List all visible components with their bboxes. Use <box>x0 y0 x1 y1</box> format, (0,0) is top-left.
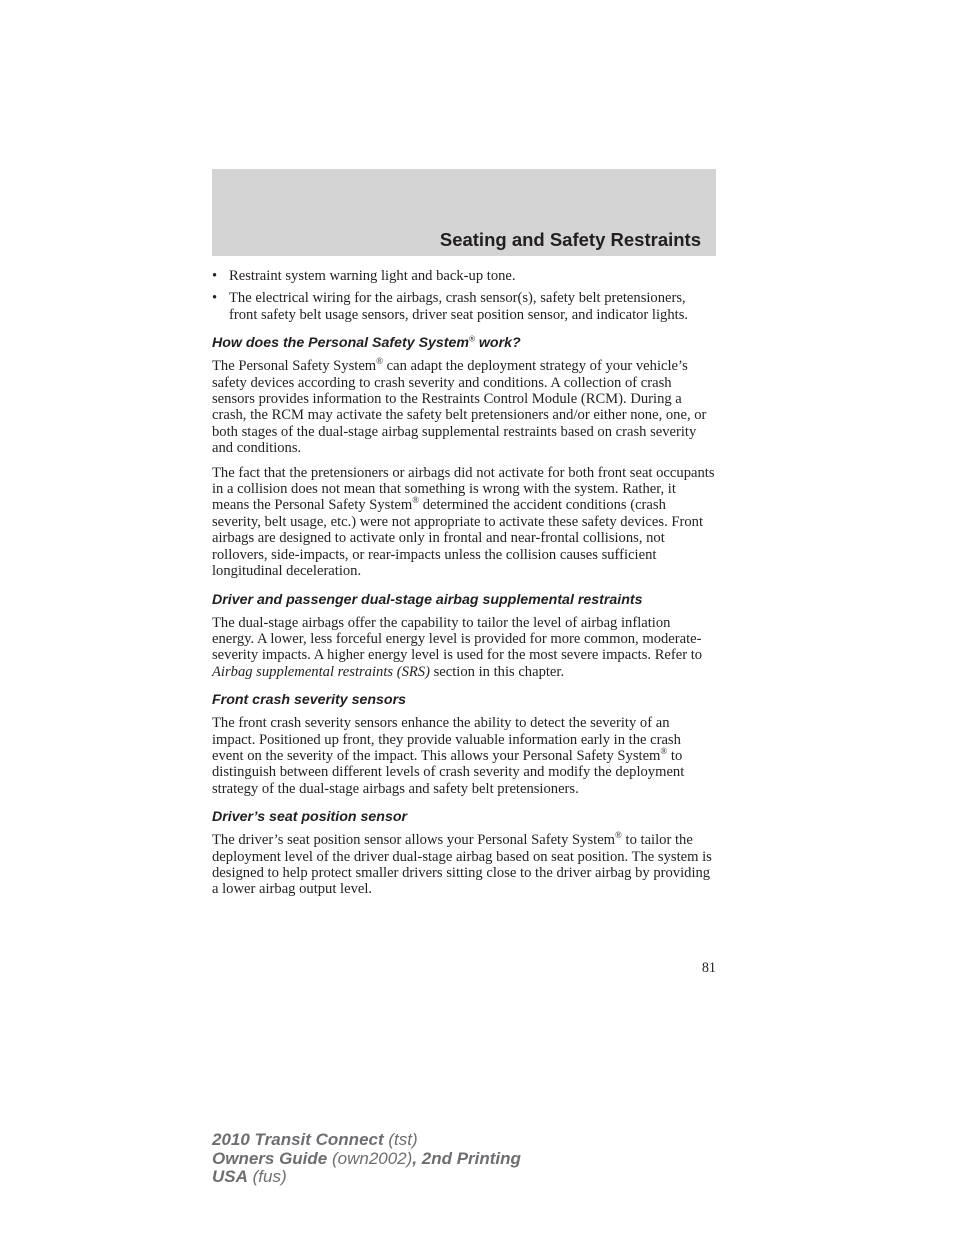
list-item: • Restraint system warning light and back-up tone. <box>212 268 516 284</box>
heading-personal-safety-system: How does the Personal Safety System® work? <box>212 334 521 352</box>
section-title: Seating and Safety Restraints <box>439 229 701 250</box>
heading-dual-stage-airbags: Driver and passenger dual-stage airbag supplemental restraints <box>212 591 643 608</box>
paragraph: The Personal Safety System® can adapt the deployment strategy of your vehicle’s safety devices according to crash severity and conditions. A collection of crash sensors provides information to the Restraints Control Module (RCM). During a crash, the RCM may activate the safety belt pretensioners and/or either none, one, or both stages of the dual-stage airbag supplemental restraints based on crash severity and conditions. <box>212 356 707 457</box>
heading-front-crash-sensors: Front crash severity sensors <box>212 692 406 709</box>
cross-reference: Airbag supplemental restraints (SRS) <box>212 663 430 680</box>
paragraph: The dual-stage airbags offer the capability to tailor the level of airbag inflation energy. A lower, less forceful energy level is provided for more common, moderate-severity impacts. A higher energy level is used for the most severe impacts. Refer to Airbag supplemental restraints (SRS) section in this chapter. <box>212 614 703 680</box>
footer-line: USA (fus) <box>212 1167 287 1186</box>
paragraph: The front crash severity sensors enhance the ability to detect the severity of an impact. Positioned up front, they provide valuable information early in the crash event on the severity of the impact. This allows your Personal Safety System® to distinguish between different levels of crash severity and modify the deployment strategy of the dual-stage airbags and safety belt pretensioners. <box>212 715 685 797</box>
bullet-list <box>212 268 716 323</box>
document-footer <box>212 1131 521 1187</box>
footer-line: Owners Guide (own2002), 2nd Printing <box>212 1148 521 1168</box>
page-number: 81 <box>701 960 716 976</box>
section-header-band <box>212 169 716 256</box>
heading-seat-position-sensor: Driver’s seat position sensor <box>212 809 408 826</box>
paragraph: The driver’s seat position sensor allows your Personal Safety System® to tailor the deployment level of the driver dual-stage airbag based on seat position. The system is designed to help protect smaller drivers sitting close to the driver airbag by providing a lower airbag output level. <box>212 830 712 898</box>
bullet-icon: • <box>212 268 218 284</box>
list-item: • The electrical wiring for the airbags, crash sensor(s), safety belt pretensioners, front safety belt usage sensors, driver seat position sensor, and indicator lights. <box>212 290 689 323</box>
page-content <box>212 268 716 906</box>
bullet-icon: • <box>212 290 218 307</box>
paragraph: The fact that the pretensioners or airbags did not activate for both front seat occupants in a collision does not mean that something is wrong with the system. Rather, it means the Personal Safety System® determined the accident conditions (crash severity, belt usage, etc.) were not appropriate to activate these safety devices. Front airbags are designed to activate only in frontal and near-frontal collisions, not rollovers, side-impacts, or rear-impacts unless the collision causes sufficient longitudinal deceleration. <box>212 464 715 580</box>
footer-line: 2010 Transit Connect (tst) <box>212 1130 418 1149</box>
